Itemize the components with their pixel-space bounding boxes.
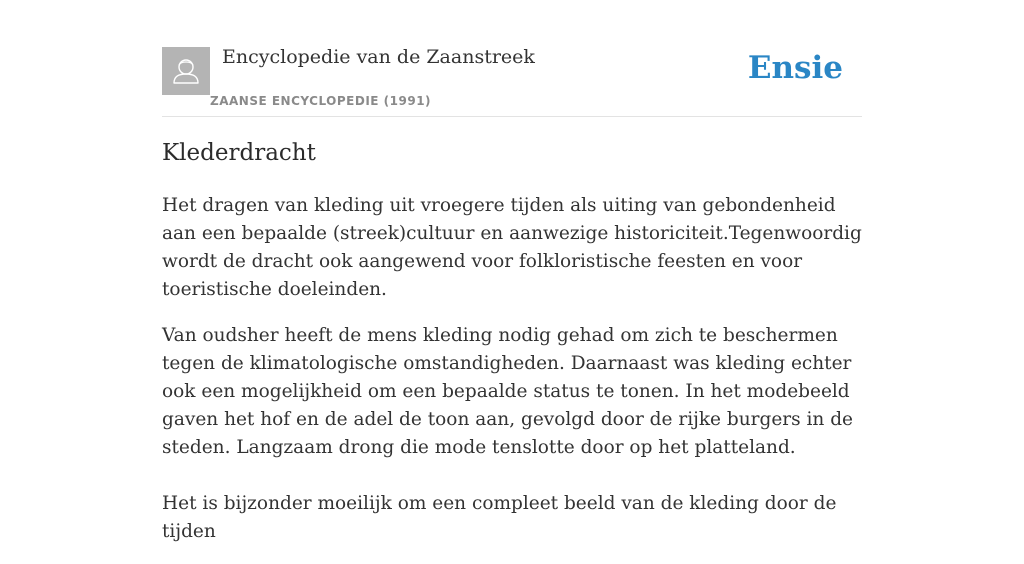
brand-logo[interactable]: Ensie <box>747 50 843 86</box>
user-icon[interactable] <box>162 47 210 95</box>
page-container <box>162 0 862 542</box>
paragraph: Het is bijzonder moeilijk om een compleet beeld van de kleding door de tijden <box>162 493 837 542</box>
article-body <box>162 192 862 564</box>
paragraph: Van oudsher heeft de mens kleding nodig gehad om zich te beschermen tegen de klimatologische omstandigheden. Daarnaast was kleding echter ook een mogelijkheid om een bepaalde status te tonen. In het modebeeld gaven het hof en de adel de toon aan, gevolgd door de rijke burgers in de steden. Langzaam drong die mode tenslotte door op het platteland. <box>162 325 853 458</box>
book-subtitle: ZAANSE ENCYCLOPEDIE (1991) <box>210 94 432 108</box>
paragraph: Het dragen van kleding uit vroegere tijden als uiting van gebondenheid aan een bepaalde (streek)cultuur en aanwezige historiciteit.Tegenwoordig wordt de dracht ook aangewend voor folkloristische feesten en voor toeristische doeleinden. <box>162 195 862 300</box>
article-title: Klederdracht <box>162 140 316 166</box>
header <box>162 0 862 117</box>
book-title-link[interactable]: Encyclopedie van de Zaanstreek <box>222 46 535 68</box>
